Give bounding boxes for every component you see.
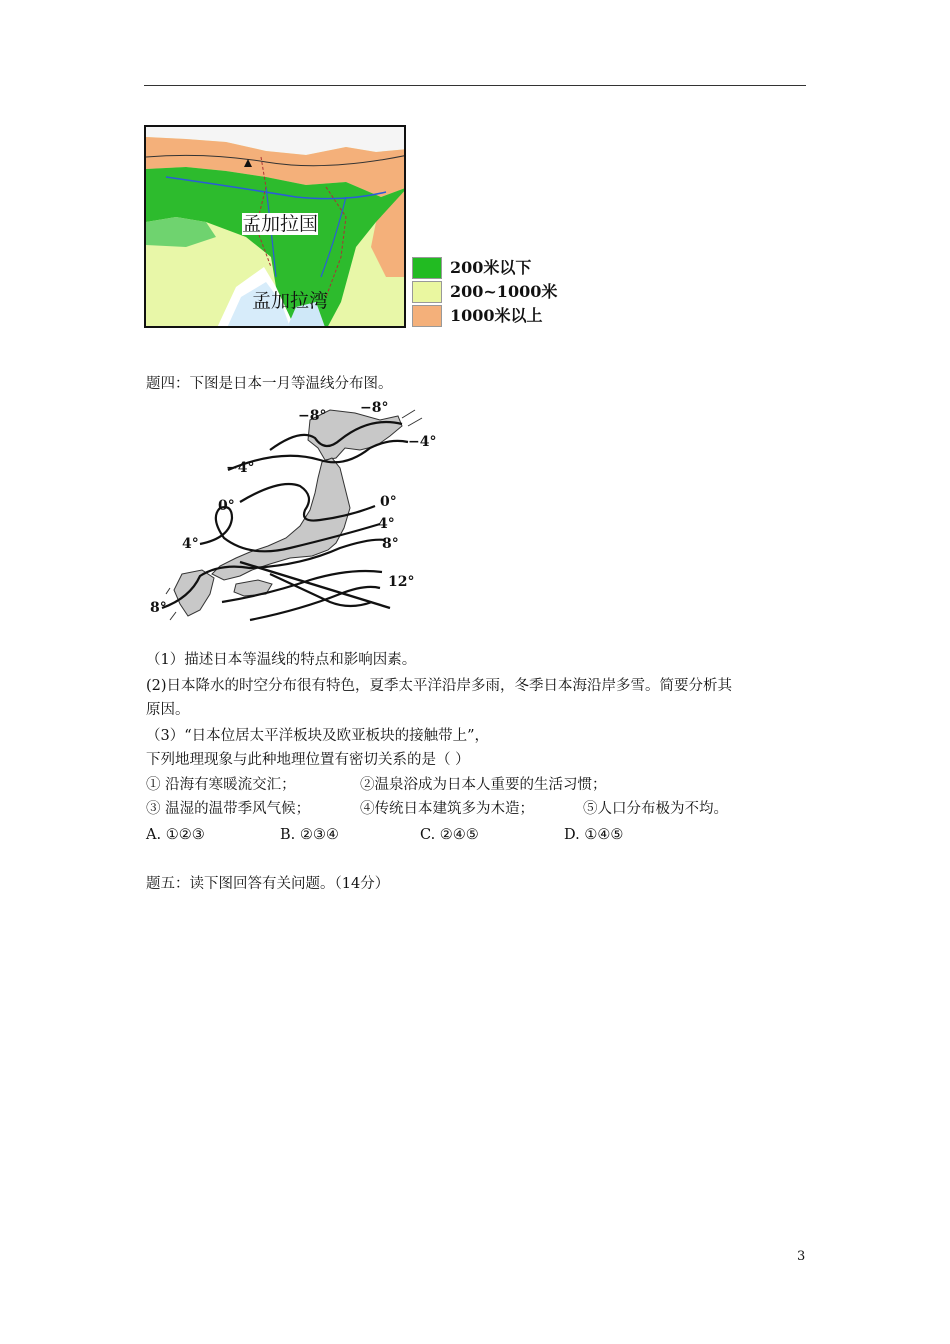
q4-item: ④传统日本建筑多为木造； [360, 801, 534, 817]
legend-label: 200~1000米 [450, 282, 558, 301]
isotherm-label: 4° [378, 516, 395, 532]
header-rule [144, 85, 806, 86]
isotherm-label: −8° [298, 408, 327, 424]
isotherm-label: −8° [360, 400, 389, 416]
q4-option-a: A. ①②③ [146, 827, 205, 843]
q4-item: ⑤人口分布极为不均。 [583, 801, 728, 817]
legend-swatch [412, 281, 442, 303]
page-number: 3 [797, 1249, 806, 1264]
q4-item: ③ 温湿的温带季风气候； [146, 801, 311, 817]
legend-label: 1000米以上 [450, 306, 543, 325]
legend-label: 200米以下 [450, 258, 532, 277]
q4-title: 题四：下图是日本一月等温线分布图。 [146, 376, 393, 392]
q5-title: 题五：读下图回答有关问题。（14分） [146, 876, 390, 892]
isotherm-label: 8° [382, 536, 399, 552]
isotherm-label: 8° [150, 600, 167, 616]
q4-sub2-line2: 原因。 [146, 702, 190, 718]
q4-sub1: （1）描述日本等温线的特点和影响因素。 [146, 652, 417, 668]
q4-item: ① 沿海有寒暖流交汇； [146, 777, 296, 793]
isotherm-label: 0° [218, 498, 235, 514]
isotherm-label: 0° [380, 494, 397, 510]
q4-sub2-line1: (2)日本降水的时空分布很有特色，夏季太平洋沿岸多雨，冬季日本海沿岸多雪。简要分析其 [146, 678, 733, 694]
japan-map-graphic [140, 398, 450, 630]
bay-of-bengal-label: 孟加拉湾 [252, 290, 329, 312]
q4-option-d: D. ①④⑤ [564, 827, 624, 843]
isotherm-label: 4° [182, 536, 199, 552]
q4-option-c: C. ②④⑤ [420, 827, 479, 843]
isotherm-label: 12° [388, 574, 415, 590]
bangladesh-label: 孟加拉国 [242, 213, 319, 235]
q4-sub3-line2: 下列地理现象与此种地理位置有密切关系的是（ ） [146, 752, 470, 768]
isotherm-label: −4° [408, 434, 437, 450]
legend-swatch [412, 257, 442, 279]
q4-sub3-line1: （3）“日本位居太平洋板块及欧亚板块的接触带上”， [146, 728, 490, 744]
q4-item: ②温泉浴成为日本人重要的生活习惯； [360, 777, 607, 793]
q4-option-b: B. ②③④ [280, 827, 339, 843]
isotherm-label: −4° [226, 460, 255, 476]
bangladesh-relief-map [144, 125, 406, 328]
legend-swatch [412, 305, 442, 327]
japan-isotherm-map [140, 398, 450, 630]
